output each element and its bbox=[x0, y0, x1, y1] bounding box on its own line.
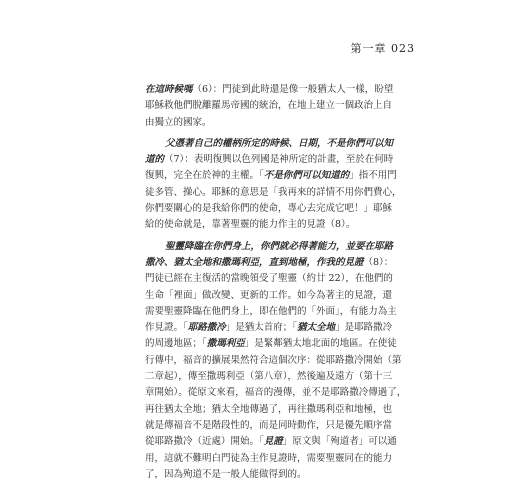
text-run: 由獨立的國家。 bbox=[145, 116, 212, 128]
text-run: 徒多管、操心。耶穌的意思是「我再來的詳情不用你們費心， bbox=[145, 186, 402, 198]
text-line bbox=[145, 320, 393, 336]
text-run: 」是猶太首府；「 bbox=[225, 322, 298, 334]
emphasized-quote: 父憑著自己的權柄所定的時候、日期，不是你們可以知 bbox=[165, 137, 394, 149]
text-line bbox=[145, 451, 393, 467]
text-line bbox=[145, 418, 393, 434]
text-line bbox=[145, 385, 407, 401]
paragraph bbox=[145, 82, 393, 131]
text-run: 行傳中，福音的擴展果然符合這個次序：從耶路撒冷開始（第 bbox=[145, 354, 402, 366]
text-run: 再往猶太全地；猶太全地傳過了，再往撒瑪利亞和地極，也 bbox=[145, 403, 393, 415]
text-line bbox=[145, 288, 393, 304]
text-line bbox=[145, 152, 393, 168]
emphasized-quote: 見證 bbox=[263, 436, 283, 448]
text-line bbox=[145, 201, 393, 217]
text-run: 你們要關心的是我給你們的使命，專心去完成它吧！」耶穌 bbox=[145, 203, 393, 215]
book-page-body bbox=[145, 82, 407, 483]
text-line bbox=[145, 402, 393, 418]
text-line bbox=[145, 353, 402, 369]
text-run: （8）： bbox=[363, 256, 394, 268]
text-line bbox=[145, 98, 393, 114]
text-run: 」指不用門 bbox=[349, 170, 397, 182]
text-run: 」是耶路撒冷 bbox=[335, 322, 393, 334]
text-run: （6）：門徒到此時還是像一般猶太人一樣，盼望 bbox=[192, 84, 394, 95]
text-line bbox=[145, 336, 397, 352]
emphasized-quote: 撒冷、猶太全地和撒瑪利亞，直到地極，作我的見證 bbox=[145, 256, 364, 268]
text-run: 用，這就不難明白門徒為主作見證時，需要聖靈同在的能力 bbox=[145, 452, 393, 464]
text-line bbox=[145, 185, 402, 201]
text-run: 就是傳福音不是階段性的，而是同時動作，只是優先順序當 bbox=[145, 419, 393, 431]
text-run: 門徒已經在主復活的當晚領受了聖靈（約廿 22），在他們的 bbox=[145, 273, 393, 285]
text-run: 給的使命就是，靠著聖靈的能力作主的見證（8）。 bbox=[145, 219, 356, 231]
emphasized-quote: 在這時候嗎 bbox=[145, 84, 193, 95]
paragraph bbox=[145, 136, 402, 234]
text-run: 二章起），傳至撒瑪利亞（第八章），然後遍及遠方（第十三 bbox=[145, 371, 393, 383]
text-run: 復興，完全在於神的主權。「 bbox=[145, 170, 264, 182]
emphasized-quote: 不是你們可以知道的 bbox=[263, 170, 350, 182]
text-run: 」原文與「殉道者」可以通 bbox=[282, 436, 397, 448]
emphasized-quote: 猶太全地 bbox=[297, 322, 336, 334]
text-line bbox=[145, 217, 393, 233]
text-line bbox=[145, 82, 393, 98]
text-line bbox=[145, 434, 397, 450]
text-run: （7）：表明復興以色列國是神所定的計畫，至於在何時 bbox=[164, 154, 394, 166]
text-line bbox=[145, 239, 393, 255]
text-line bbox=[145, 168, 397, 184]
paragraph bbox=[145, 239, 407, 483]
text-run: 作見證。「 bbox=[145, 322, 188, 334]
text-run: 生命「裡面」做改變、更新的工作。如今為著主的見證，還 bbox=[145, 289, 393, 301]
text-line bbox=[145, 304, 397, 320]
text-run: 章開始）。從原文來看，福音的漫傳，並不是耶路撒冷傳過了， bbox=[145, 387, 407, 399]
text-run: 耶穌救他們脫離羅馬帝國的統治，在地上建立一個政治上自 bbox=[145, 100, 393, 112]
emphasized-quote: 耶路撒冷 bbox=[187, 322, 226, 334]
text-line bbox=[145, 136, 393, 152]
text-run: 需要聖靈降臨在他們身上，即在他們的「外面」，有能力為主 bbox=[145, 305, 397, 317]
text-line bbox=[145, 369, 393, 385]
running-head: 第一章 023 bbox=[350, 42, 415, 55]
text-line bbox=[145, 115, 393, 131]
text-run: 的周邊地區；「 bbox=[145, 338, 207, 350]
text-line bbox=[145, 271, 393, 287]
emphasized-quote: 道的 bbox=[145, 154, 165, 166]
text-run: 從耶路撒冷（近處）開始。「 bbox=[145, 436, 264, 448]
text-line bbox=[145, 255, 393, 271]
text-run: 」是緊鄰猶太地北面的地區。在使徒 bbox=[244, 338, 397, 350]
text-line bbox=[145, 467, 393, 483]
emphasized-quote: 聖靈降臨在你們身上，你們就必得著能力，並要在耶路 bbox=[165, 240, 394, 252]
emphasized-quote: 撒瑪利亞 bbox=[206, 338, 245, 350]
text-run: 了，因為殉道不是一般人能做得到的。 bbox=[145, 468, 307, 480]
